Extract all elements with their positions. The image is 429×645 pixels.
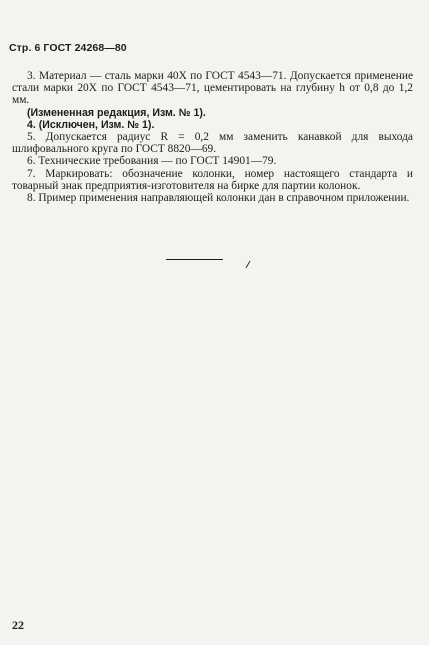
paragraph-8: 8. Пример применения направляющей колонки дан в справочном приложении. [27,192,410,205]
scan-mark [246,261,251,268]
paragraph-6: 6. Технические требования — по ГОСТ 14901—79. [27,155,277,168]
end-separator-line [166,259,223,260]
paragraph-5: 5. Допускается радиус R = 0,2 мм заменить канавкой для выхода шлифовального круга по ГОСТ 8820—69. [12,131,413,156]
paragraph-7: 7. Маркировать: обозначение колонки, номер настоящего стандарта и товарный знак предприятия-изготовителя на бирке для партии колонок. [12,167,413,192]
page-header: Стр. 6 ГОСТ 24268—80 [9,42,127,54]
document-body [12,70,413,204]
paragraph-3: 3. Материал — сталь марки 40Х по ГОСТ 4543—71. Допускается применение стали марки 20Х по ГОСТ 4543—71, цементировать на глубину h от 0,8 до 1,2 мм. [12,70,413,107]
page-number: 22 [12,618,24,632]
paragraph-3-revision-note: (Измененная редакция, Изм. № 1). [27,106,206,119]
paragraph-4: 4. (Исключен, Изм. № 1). [27,118,155,131]
